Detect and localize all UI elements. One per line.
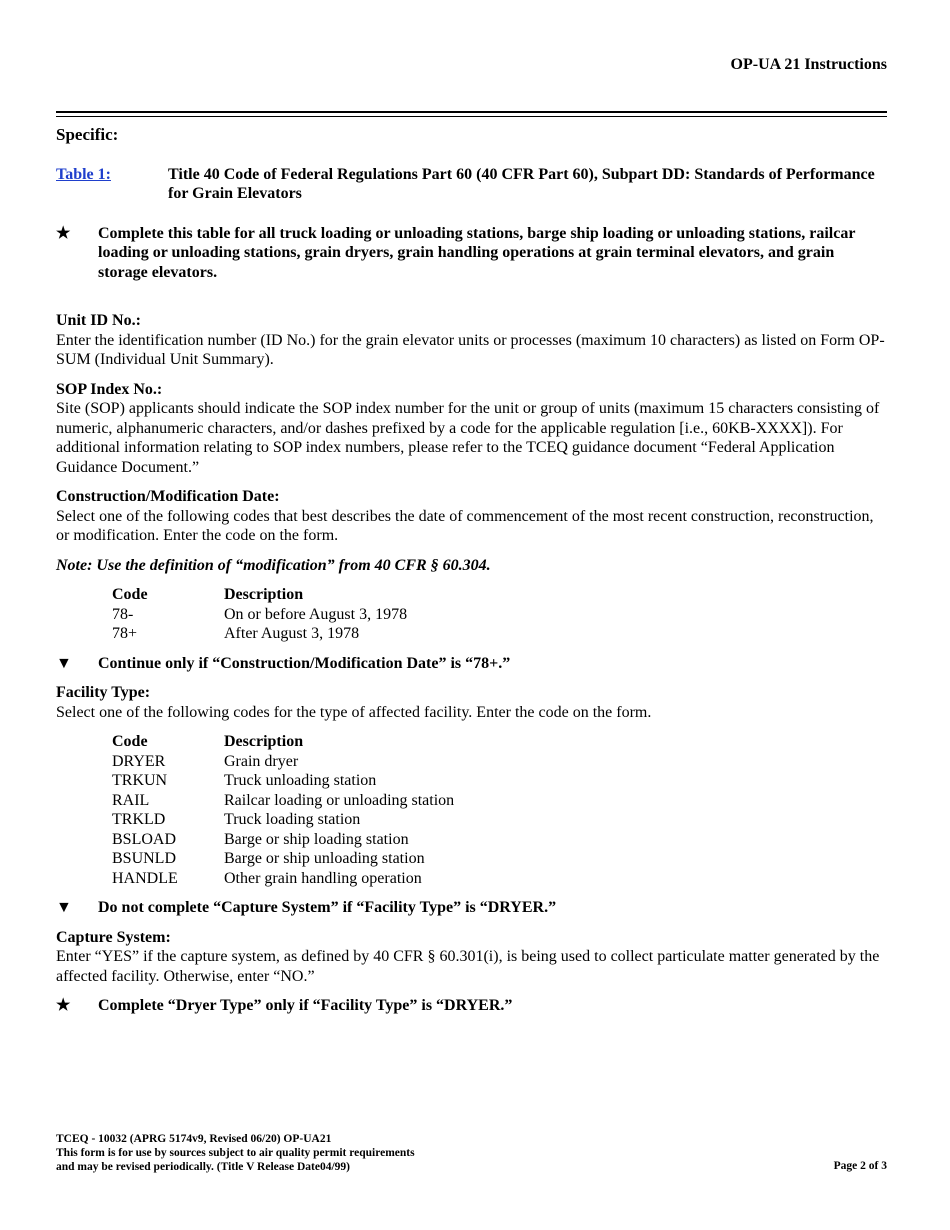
facility-code-table [112,732,887,888]
specific-heading: Specific: [56,125,119,144]
description-cell: Other grain handling operation [224,869,422,887]
code-cell: 78+ [112,625,138,642]
table-title: Title 40 Code of Federal Regulations Part 60 (40 CFR Part 60), Subpart DD: Standards of Performance for Grain Elevators [168,165,875,202]
capture-system-label: Capture System: [56,928,171,946]
facility-type-section [56,683,887,722]
footer-notice-1: This form is for use by sources subject to air quality permit requirements [56,1147,415,1159]
table-row [112,849,887,869]
instruction-text: Complete this table for all truck loading or unloading stations, barge ship loading or unloading stations, railcar loading or unloading stations, grain dryers, grain handling operations at grain terminal elevators, and grain storage elevators. [98,224,856,281]
code-cell: BSLOAD [112,830,177,848]
code-column-header: Code [112,733,148,750]
table-row [112,830,887,850]
code-cell: TRKLD [112,811,166,828]
code-cell: BSUNLD [112,850,177,867]
table-row [112,771,887,791]
code-column-header: Code [112,586,148,603]
code-cell: TRKUN [112,772,168,789]
construction-code-table [112,585,887,644]
sop-index-label: SOP Index No.: [56,380,163,398]
modification-note: Note: Use the definition of “modification” from 40 CFR § 60.304. [56,556,491,574]
sop-index-section [56,380,887,478]
facility-type-label: Facility Type: [56,684,151,701]
document-body [56,125,887,1016]
table-row [112,624,887,644]
capture-system-text: Enter “YES” if the capture system, as defined by 40 CFR § 60.301(i), is being used to collect particulate matter generated by the affected facility. Otherwise, enter “NO.” [56,948,880,985]
footer-form-id: TCEQ - 10032 (APRG 5174v9, Revised 06/20) OP-UA21 [56,1133,332,1145]
description-cell: Truck unloading station [224,772,377,789]
instruction-dryer-type [56,996,887,1016]
code-cell: HANDLE [112,869,178,887]
table-row [112,605,887,625]
footer-notice-2: and may be revised periodically. (Title V Release Date04/99) [56,1161,350,1173]
instruction-continue-78 [56,654,887,674]
header-rule-thin [56,116,887,117]
facility-type-text: Select one of the following codes for the type of affected facility. Enter the code on the form. [56,703,652,721]
star-icon: ★ [56,997,71,1014]
page-number: Page 2 of 3 [833,1160,887,1172]
unit-id-text: Enter the identification number (ID No.) for the grain elevator units or processes (maximum 10 characters) as listed on Form OP-SUM (Individual Unit Summary). [56,331,885,368]
table-header-row [112,585,887,605]
instruction-text: Complete “Dryer Type” only if “Facility Type” is “DRYER.” [98,997,513,1014]
unit-id-label: Unit ID No.: [56,312,141,329]
header-rule-thick [56,111,887,113]
description-cell: Railcar loading or unloading station [224,791,455,809]
code-cell: 78- [112,605,134,623]
description-cell: Truck loading station [224,811,361,828]
description-column-header: Description [224,733,304,750]
instruction-complete-table [56,224,887,283]
table-1-link[interactable]: Table 1: [56,165,111,183]
star-icon: ★ [56,224,71,242]
sop-index-text: Site (SOP) applicants should indicate the SOP index number for the unit or group of units (maximum 15 characters consisting of numeric, alphanumeric characters, and/or dashes prefixed by a code for the applicable regulation [i.e., 60KB-XXXX]). For additional information relating to SOP index numbers, please refer to the TCEQ guidance document “Federal Application Guidance Document.” [56,400,880,476]
code-cell: RAIL [112,791,150,809]
description-cell: After August 3, 1978 [224,625,360,642]
table-row [112,810,887,830]
document-title: OP-UA 21 Instructions [730,56,887,73]
table-row [112,752,887,772]
instruction-text: Continue only if “Construction/Modification Date” is “78+.” [98,654,511,672]
description-column-header: Description [224,586,304,603]
construction-text: Select one of the following codes that best describes the date of commencement of the most recent construction, reconstruction, or modification. Enter the code on the form. [56,507,874,544]
description-cell: Grain dryer [224,752,299,770]
construction-section [56,487,887,546]
down-triangle-icon: ▼ [56,899,72,916]
down-triangle-icon: ▼ [56,654,72,672]
footer [56,1132,887,1174]
table-row [112,791,887,811]
table-header-row [112,732,887,752]
instruction-text: Do not complete “Capture System” if “Facility Type” is “DRYER.” [98,899,557,916]
description-cell: On or before August 3, 1978 [224,605,408,623]
description-cell: Barge or ship unloading station [224,850,425,867]
table-heading [56,165,887,204]
instruction-no-capture [56,898,887,918]
code-cell: DRYER [112,752,166,770]
unit-id-section [56,311,887,370]
description-cell: Barge or ship loading station [224,830,409,848]
capture-system-section [56,928,887,987]
table-row [112,869,887,889]
construction-label: Construction/Modification Date: [56,488,280,505]
